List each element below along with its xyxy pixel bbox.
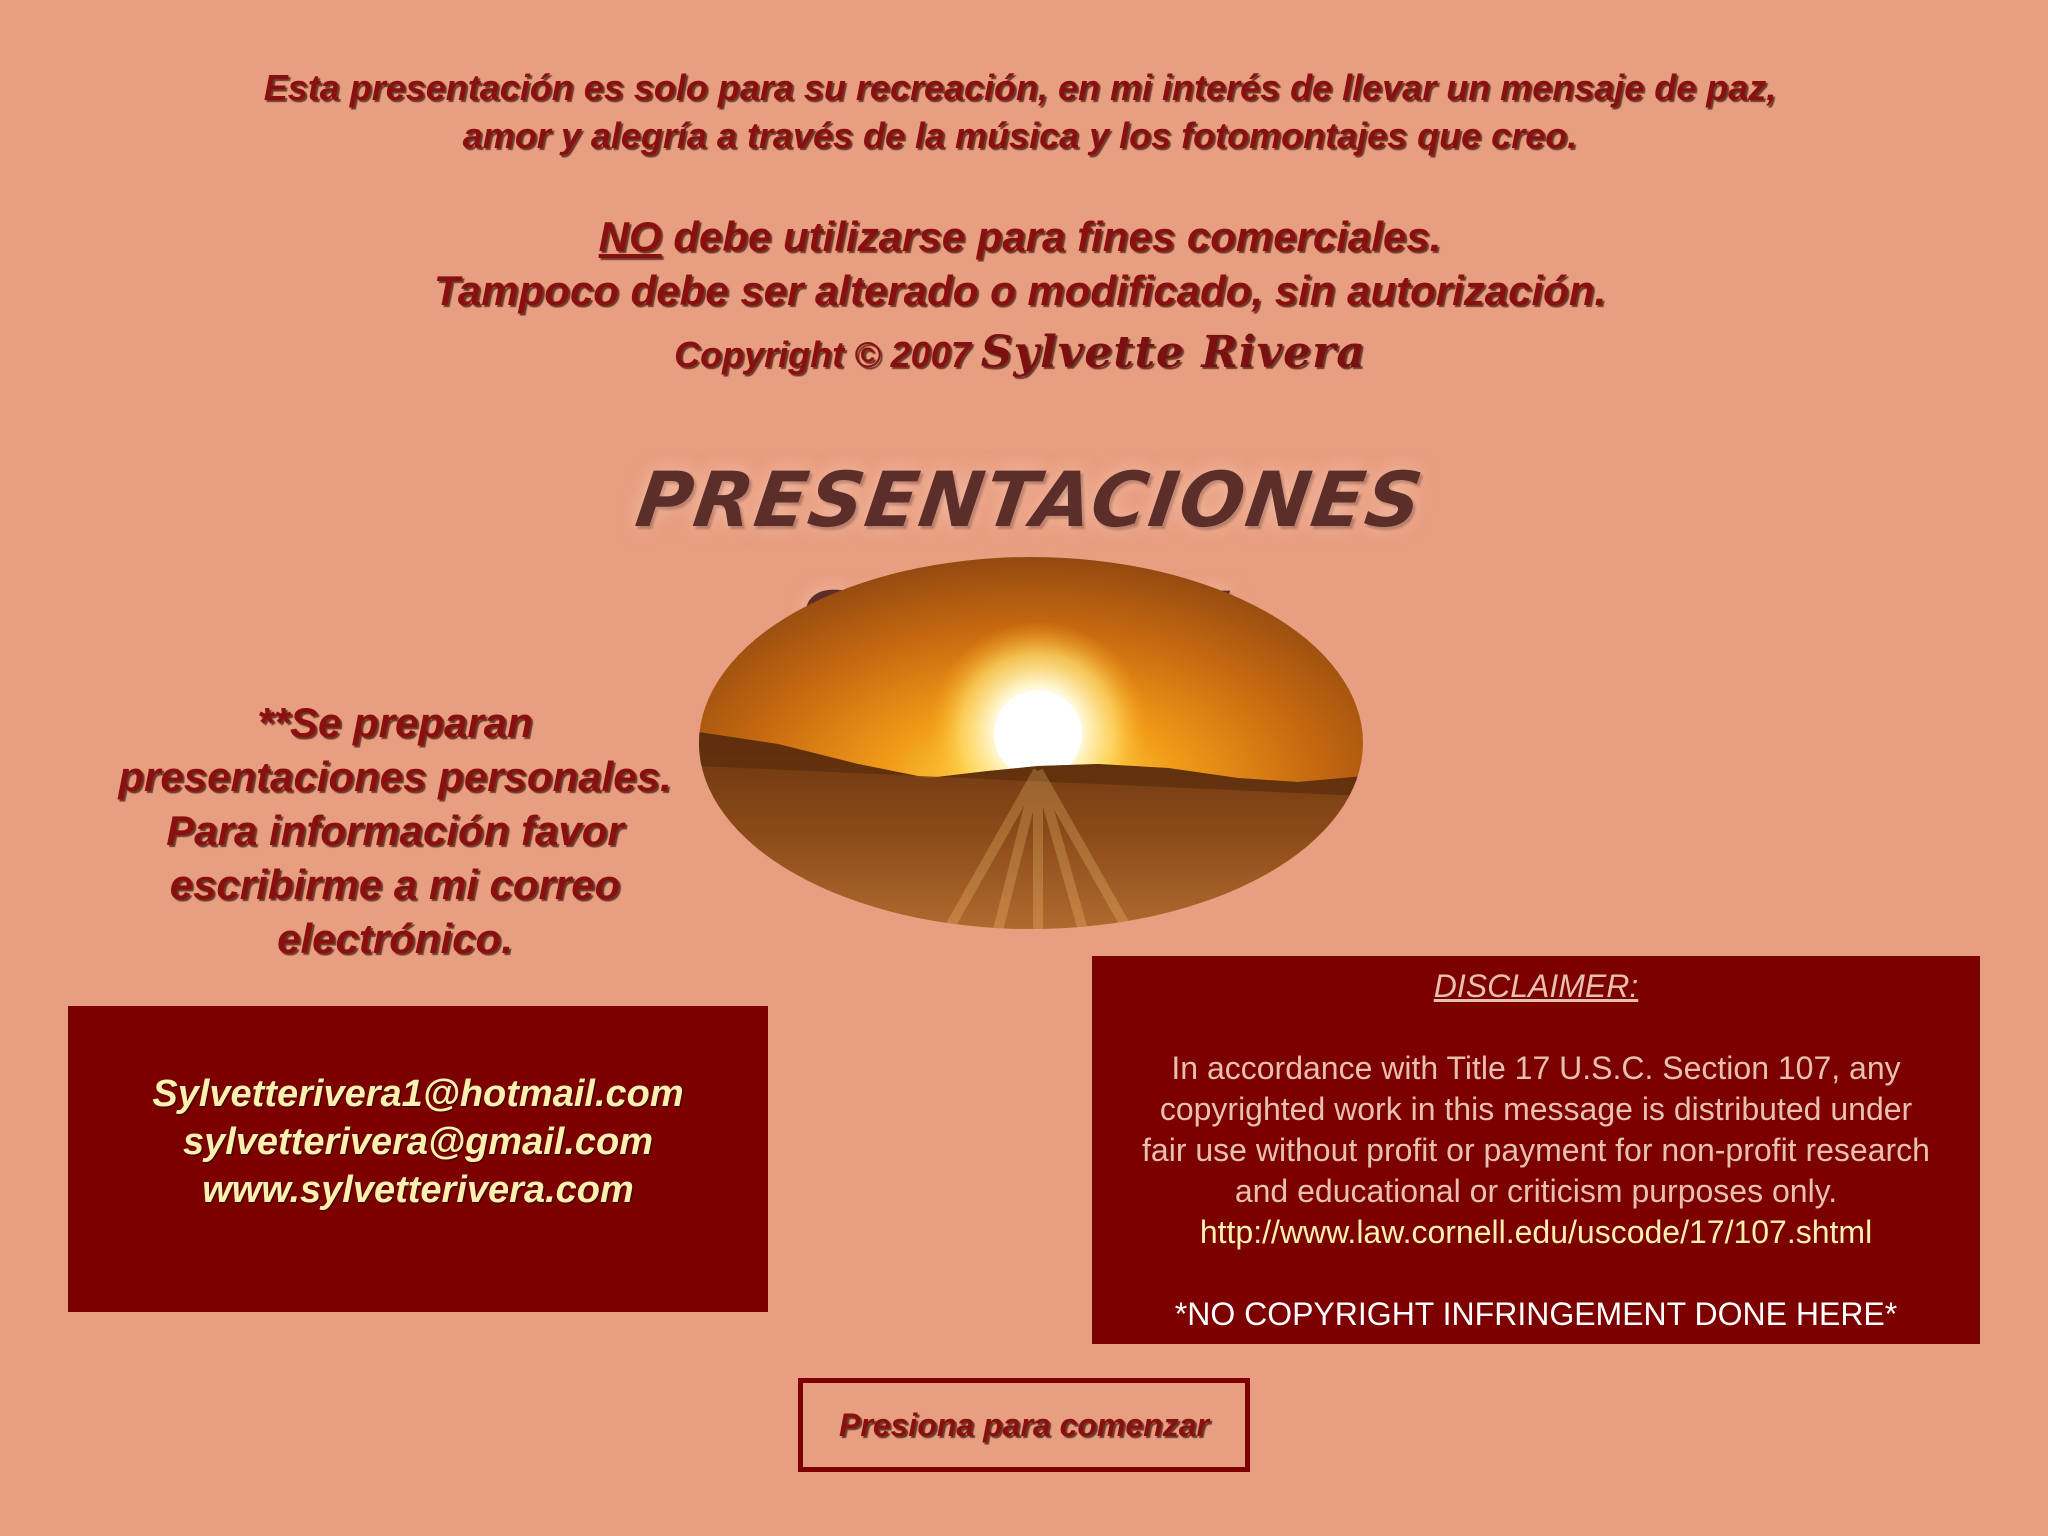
intro-line-1: Esta presentación es solo para su recreación, en mi interés de llevar un mensaje de paz, xyxy=(263,67,1777,108)
email-hotmail-link[interactable]: Sylvetterivera1@hotmail.com xyxy=(152,1073,684,1115)
promo-line-5: electrónico. xyxy=(277,915,513,962)
promo-text xyxy=(80,696,710,966)
promo-line-2: presentaciones personales. xyxy=(118,753,672,800)
warning-line-2: Tampoco debe ser alterado o modificado, sin autorización. xyxy=(433,267,1607,314)
disclaimer-line-1: In accordance with Title 17 U.S.C. Section 107, any xyxy=(1171,1050,1901,1086)
commercial-warning xyxy=(200,210,1840,318)
disclaimer-title: DISCLAIMER: xyxy=(1433,968,1639,1004)
brand-logo: PRESENTACIONES xyxy=(630,455,1430,544)
copyright-text: Copyright © 2007 xyxy=(674,334,981,375)
no-infringement-note: *NO COPYRIGHT INFRINGEMENT DONE HERE* xyxy=(1174,1296,1898,1332)
warning-line-1 xyxy=(200,210,1840,264)
intro-line-2: amor y alegría a través de la música y los fotomontajes que creo. xyxy=(462,115,1578,156)
law-url-link[interactable]: http://www.law.cornell.edu/uscode/17/107.shtml xyxy=(1199,1214,1873,1250)
email-gmail-link[interactable]: sylvetterivera@gmail.com xyxy=(182,1121,654,1163)
signature: Sylvette Rivera xyxy=(980,327,1366,378)
promo-line-1: **Se preparan xyxy=(257,699,533,746)
start-button[interactable]: Presiona para comenzar xyxy=(798,1378,1250,1472)
disclaimer-line-3: fair use without profit or payment for non-profit research xyxy=(1142,1132,1930,1168)
disclaimer-line-2: copyrighted work in this message is distributed under xyxy=(1159,1091,1913,1127)
copyright-notice xyxy=(300,328,1740,380)
website-link[interactable]: www.sylvetterivera.com xyxy=(202,1169,634,1211)
intro-text xyxy=(80,64,1960,160)
disclaimer-box xyxy=(1092,956,1980,1344)
warning-line-1-rest: debe utilizarse para fines comerciales. xyxy=(661,213,1442,260)
disclaimer-line-4: and educational or criticism purposes only. xyxy=(1234,1173,1838,1209)
promo-line-4: escribirme a mi correo xyxy=(169,861,621,908)
contact-box xyxy=(68,1006,768,1312)
warning-no: NO xyxy=(598,213,662,260)
promo-line-3: Para información favor xyxy=(166,807,624,854)
sunset-image xyxy=(698,556,1364,930)
